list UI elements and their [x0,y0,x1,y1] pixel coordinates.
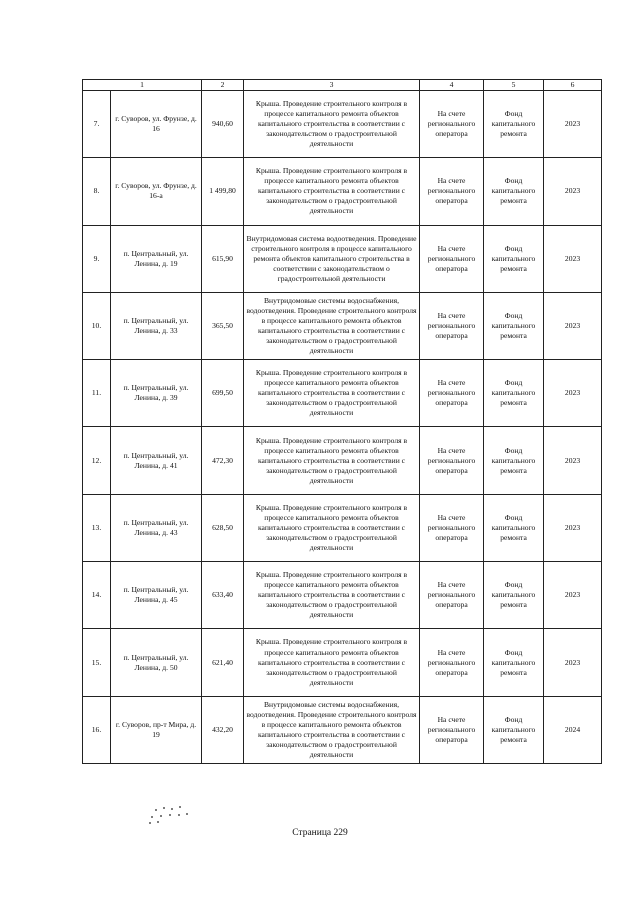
row-number: 10. [83,292,111,359]
row-work-description: Внутридомовые системы водоснабжения, водоотведения. Проведение строительного контроля в процессе капитального ремонта объектов капитального строительства в соответствии с законодательством о градостроительной деятельности [244,292,420,359]
row-year: 2023 [544,158,602,225]
table-row [83,225,602,292]
row-year: 2023 [544,494,602,561]
row-year: 2023 [544,292,602,359]
table-row [83,629,602,696]
row-address: п. Центральный, ул. Ленина, д. 39 [111,360,202,427]
row-address: п. Центральный, ул. Ленина, д. 50 [111,629,202,696]
row-account-type: На счете регионального оператора [420,91,484,158]
row-account-type: На счете регионального оператора [420,225,484,292]
table-row [83,562,602,629]
row-area: 628,50 [202,494,244,561]
row-area: 621,40 [202,629,244,696]
row-work-description: Внутридомовая система водоотведения. Проведение строительного контроля в процессе капитального ремонта объектов капитального строительства в соответствии с законодательством о градостроительной деятельности [244,225,420,292]
row-area: 615,90 [202,225,244,292]
row-area: 472,30 [202,427,244,494]
row-area: 699,50 [202,360,244,427]
row-account-type: На счете регионального оператора [420,292,484,359]
header-col-4: 4 [420,80,484,91]
row-funding-source: Фонд капитального ремонта [484,427,544,494]
capital-repair-table [82,79,602,764]
table-row [83,494,602,561]
faint-stamp-marks [145,805,193,827]
row-funding-source: Фонд капитального ремонта [484,158,544,225]
row-area: 432,20 [202,696,244,763]
row-work-description: Крыша. Проведение строительного контроля в процессе капитального ремонта объектов капитального строительства в соответствии с законодательством о градостроительной деятельности [244,427,420,494]
row-year: 2023 [544,91,602,158]
row-funding-source: Фонд капитального ремонта [484,494,544,561]
page-number: Страница 229 [292,828,348,838]
row-number: 15. [83,629,111,696]
table-row [83,292,602,359]
row-work-description: Крыша. Проведение строительного контроля в процессе капитального ремонта объектов капитального строительства в соответствии с законодательством о градостроительной деятельности [244,360,420,427]
row-year: 2023 [544,225,602,292]
row-number: 8. [83,158,111,225]
row-area: 633,40 [202,562,244,629]
row-address: п. Центральный, ул. Ленина, д. 43 [111,494,202,561]
header-col-2: 2 [202,80,244,91]
row-area: 940,60 [202,91,244,158]
row-address: п. Центральный, ул. Ленина, д. 33 [111,292,202,359]
row-year: 2023 [544,629,602,696]
row-account-type: На счете регионального оператора [420,494,484,561]
row-address: г. Суворов, пр-т Мира, д. 19 [111,696,202,763]
row-number: 13. [83,494,111,561]
row-year: 2023 [544,360,602,427]
header-col-6: 6 [544,80,602,91]
row-number: 14. [83,562,111,629]
row-account-type: На счете регионального оператора [420,562,484,629]
row-number: 9. [83,225,111,292]
row-work-description: Внутридомовые системы водоснабжения, водоотведения. Проведение строительного контроля в процессе капитального ремонта объектов капитального строительства в соответствии с законодательством о градостроительной деятельности [244,696,420,763]
header-col-5: 5 [484,80,544,91]
row-number: 11. [83,360,111,427]
row-funding-source: Фонд капитального ремонта [484,292,544,359]
header-row [83,80,602,91]
row-work-description: Крыша. Проведение строительного контроля в процессе капитального ремонта объектов капитального строительства в соответствии с законодательством о градостроительной деятельности [244,562,420,629]
row-number: 12. [83,427,111,494]
row-work-description: Крыша. Проведение строительного контроля в процессе капитального ремонта объектов капитального строительства в соответствии с законодательством о градостроительной деятельности [244,158,420,225]
header-col-3: 3 [244,80,420,91]
table-row [83,158,602,225]
row-work-description: Крыша. Проведение строительного контроля в процессе капитального ремонта объектов капитального строительства в соответствии с законодательством о градостроительной деятельности [244,629,420,696]
row-number: 16. [83,696,111,763]
row-funding-source: Фонд капитального ремонта [484,360,544,427]
row-address: п. Центральный, ул. Ленина, д. 19 [111,225,202,292]
row-number: 7. [83,91,111,158]
row-area: 365,50 [202,292,244,359]
row-account-type: На счете регионального оператора [420,360,484,427]
row-funding-source: Фонд капитального ремонта [484,696,544,763]
header-col-1: 1 [83,80,202,91]
row-funding-source: Фонд капитального ремонта [484,562,544,629]
row-funding-source: Фонд капитального ремонта [484,629,544,696]
row-funding-source: Фонд капитального ремонта [484,91,544,158]
row-address: п. Центральный, ул. Ленина, д. 45 [111,562,202,629]
table-row [83,696,602,763]
row-area: 1 499,80 [202,158,244,225]
row-account-type: На счете регионального оператора [420,427,484,494]
row-year: 2023 [544,427,602,494]
table-row [83,91,602,158]
table-row [83,360,602,427]
table-row [83,427,602,494]
row-work-description: Крыша. Проведение строительного контроля в процессе капитального ремонта объектов капитального строительства в соответствии с законодательством о градостроительной деятельности [244,91,420,158]
row-address: г. Суворов, ул. Фрунзе, д. 16 [111,91,202,158]
row-account-type: На счете регионального оператора [420,696,484,763]
row-account-type: На счете регионального оператора [420,158,484,225]
row-address: п. Центральный, ул. Ленина, д. 41 [111,427,202,494]
row-account-type: На счете регионального оператора [420,629,484,696]
row-year: 2024 [544,696,602,763]
row-year: 2023 [544,562,602,629]
row-address: г. Суворов, ул. Фрунзе, д. 16-а [111,158,202,225]
row-funding-source: Фонд капитального ремонта [484,225,544,292]
row-work-description: Крыша. Проведение строительного контроля в процессе капитального ремонта объектов капитального строительства в соответствии с законодательством о градостроительной деятельности [244,494,420,561]
